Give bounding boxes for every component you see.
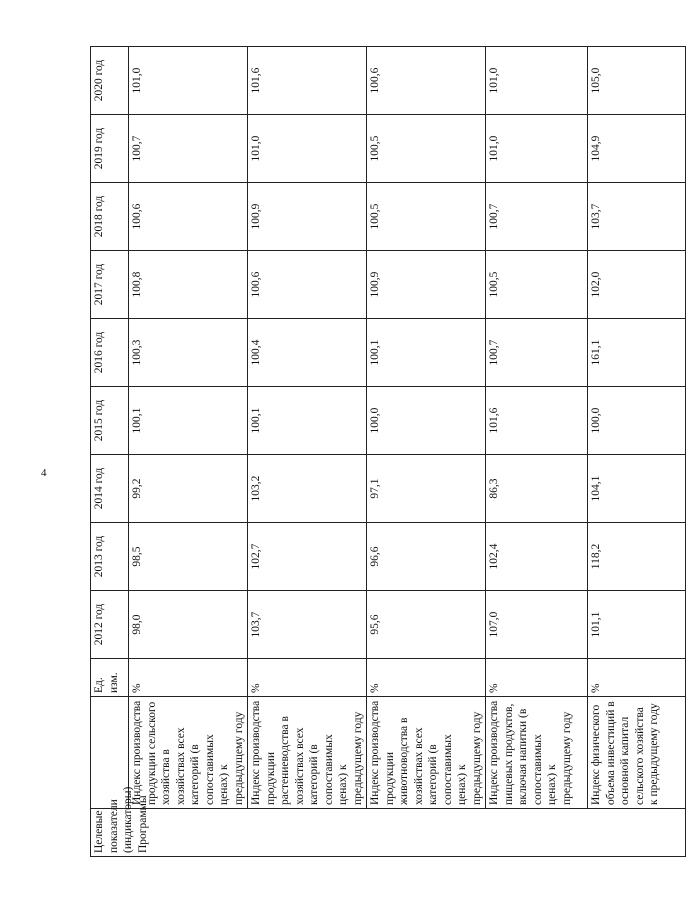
value-cell: 100,8 [129,251,248,319]
value-cell: 107,0 [486,591,588,659]
header-year: 2017 год [91,251,129,319]
value-cell: 100,6 [129,183,248,251]
value-cell: 100,1 [129,387,248,455]
indicator-name: Индекс производства продукции сельского хозяйства в хозяйствах всех категорий (в сопоставимых ценах) к предыдущему году [129,697,248,809]
value-cell: 161,1 [588,319,686,387]
table-row [129,47,248,857]
value-cell: 101,0 [248,115,367,183]
value-cell: 101,0 [129,47,248,115]
header-year: 2019 год [91,115,129,183]
value-cell: 102,4 [486,523,588,591]
value-cell: 103,7 [588,183,686,251]
rotated-table-container [90,47,660,857]
value-cell: 102,7 [248,523,367,591]
value-cell: 104,1 [588,455,686,523]
table-row [248,47,367,857]
value-cell: 97,1 [367,455,486,523]
value-cell: 100,0 [367,387,486,455]
value-cell: 101,6 [248,47,367,115]
header-group-cell: Целевые показатели (индикаторы) Программы [91,809,686,857]
value-cell: 118,2 [588,523,686,591]
indicator-unit: % [129,659,248,697]
value-cell: 102,0 [588,251,686,319]
header-year: 2016 год [91,319,129,387]
header-year: 2015 год [91,387,129,455]
table-row [588,47,686,857]
value-cell: 100,1 [367,319,486,387]
indicators-table [90,46,686,857]
header-year: 2013 год [91,523,129,591]
table-row [367,47,486,857]
indicator-name: Индекс физического объема инвестиций в основной капитал сельского хозяйства к предыдущему году [588,697,686,809]
indicator-name: Индекс производства продукции животноводства в хозяйствах всех категорий (в сопоставимых ценах) к предыдущему году [367,697,486,809]
value-cell: 100,9 [367,251,486,319]
indicator-unit: % [486,659,588,697]
value-cell: 100,5 [486,251,588,319]
value-cell: 103,2 [248,455,367,523]
value-cell: 101,6 [486,387,588,455]
value-cell: 100,5 [367,115,486,183]
value-cell: 98,0 [129,591,248,659]
indicator-unit: % [588,659,686,697]
indicator-unit: % [248,659,367,697]
value-cell: 98,5 [129,523,248,591]
value-cell: 101,1 [588,591,686,659]
header-year: 2020 год [91,47,129,115]
indicator-name: Индекс производства продукции растениеводства в хозяйствах всех категорий (в сопоставимых ценах) к предыдущему году [248,697,367,809]
table-row [486,47,588,857]
value-cell: 100,9 [248,183,367,251]
indicator-name: Индекс производства пищевых продуктов, включая напитки (в сопоставимых ценах) к предыдущему году [486,697,588,809]
value-cell: 100,1 [248,387,367,455]
value-cell: 100,7 [486,319,588,387]
value-cell: 100,6 [367,47,486,115]
value-cell: 100,6 [248,251,367,319]
table-header-row [91,47,129,857]
header-year: 2014 год [91,455,129,523]
page-number: 4 [41,467,47,479]
value-cell: 100,7 [486,183,588,251]
header-unit-cell: Ед. изм. [91,659,129,697]
value-cell: 103,7 [248,591,367,659]
value-cell: 95,6 [367,591,486,659]
value-cell: 100,5 [367,183,486,251]
value-cell: 96,6 [367,523,486,591]
value-cell: 100,4 [248,319,367,387]
indicator-unit: % [367,659,486,697]
value-cell: 100,0 [588,387,686,455]
header-year: 2018 год [91,183,129,251]
value-cell: 104,9 [588,115,686,183]
header-year: 2012 год [91,591,129,659]
value-cell: 100,3 [129,319,248,387]
value-cell: 99,2 [129,455,248,523]
value-cell: 100,7 [129,115,248,183]
value-cell: 101,0 [486,47,588,115]
value-cell: 101,0 [486,115,588,183]
value-cell: 86,3 [486,455,588,523]
value-cell: 105,0 [588,47,686,115]
